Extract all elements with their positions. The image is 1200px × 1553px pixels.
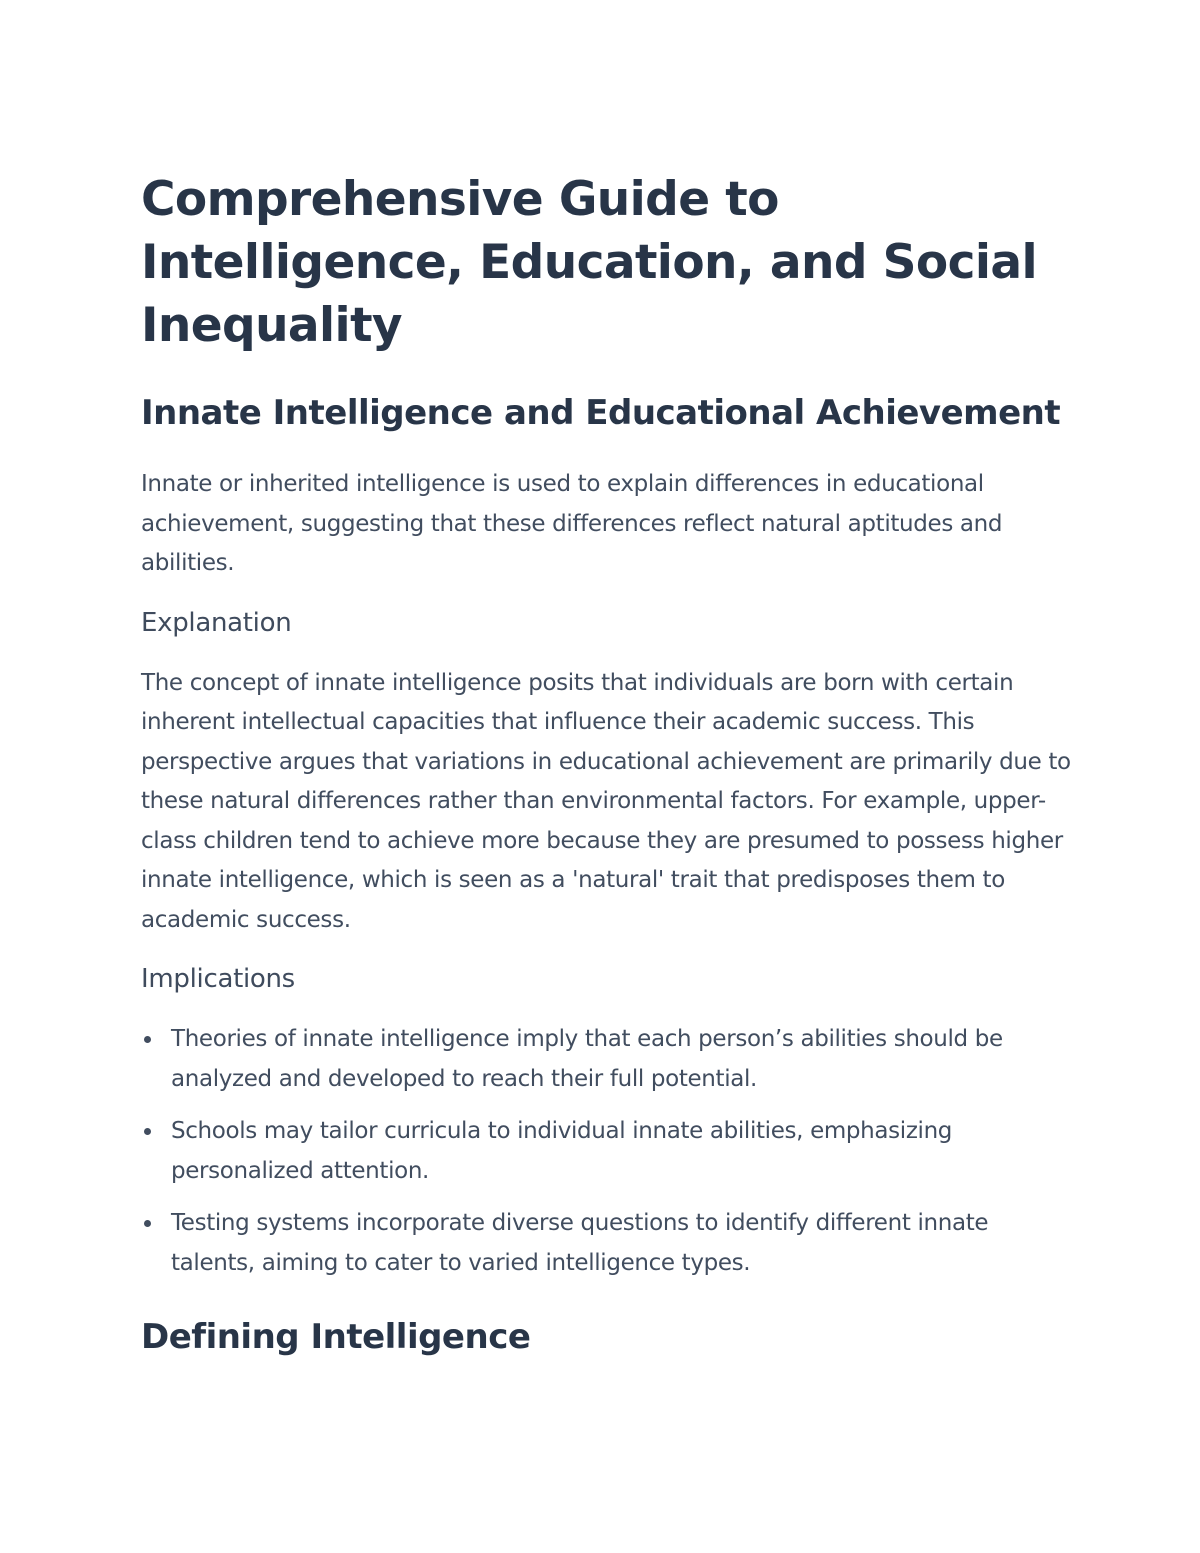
implications-list [141,1020,1071,1283]
section-heading-innate-intelligence: Innate Intelligence and Educational Achievement [141,393,1061,433]
list-item: Theories of innate intelligence imply that each person’s abilities should be analyzed and developed to reach their full potential. [141,1020,1071,1099]
intro-paragraph: Innate or inherited intelligence is used to explain differences in educational achievement, suggesting that these differences reflect natural aptitudes and abilities. [141,471,1003,576]
section-heading-defining-intelligence: Defining Intelligence [141,1317,531,1357]
list-item: Schools may tailor curricula to individual innate abilities, emphasizing personalized attention. [141,1112,1071,1191]
explanation-paragraph: The concept of innate intelligence posits that individuals are born with certain inherent intellectual capacities that influence their academic success. This perspective argues that variations in educational achievement are primarily due to these natural differences rather than environmental factors. For example, upper-class children tend to achieve more because they are presumed to possess higher innate intelligence, which is seen as a 'natural' trait that predisposes them to academic success. [141,669,1071,933]
document-title: Comprehensive Guide to Intelligence, Education, and Social Inequality [141,172,1038,353]
document-page [141,168,1071,1359]
list-item: Testing systems incorporate diverse questions to identify different innate talents, aiming to cater to varied intelligence types. [141,1204,1071,1283]
subheading-implications: Implications [141,964,295,994]
subheading-explanation: Explanation [141,607,292,638]
